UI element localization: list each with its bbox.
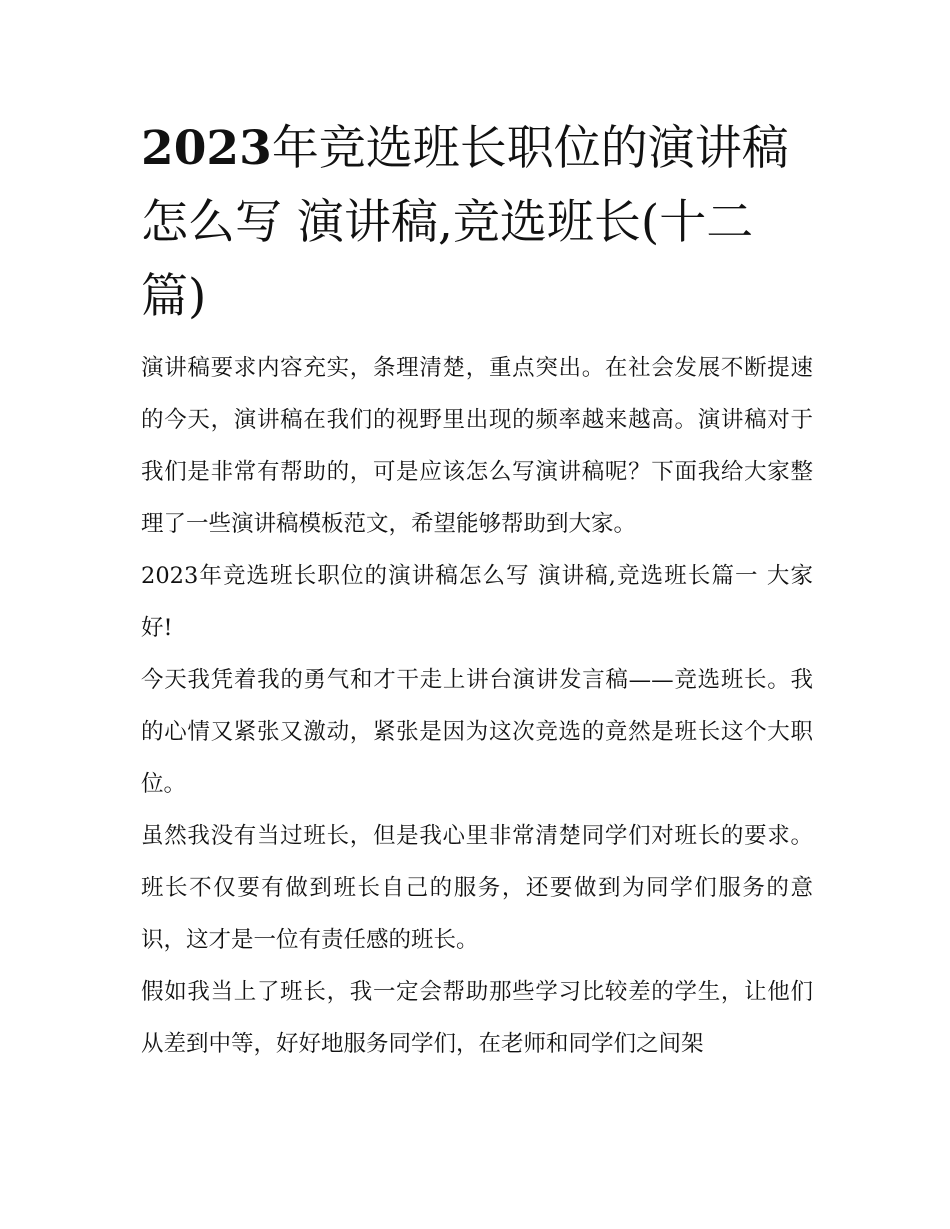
- paragraph-body: 虽然我没有当过班长，但是我心里非常清楚同学们对班长的要求。班长不仅要有做到班长自己的服务，还要做到为同学们服务的意识，这才是一位有责任感的班长。: [141, 823, 813, 953]
- paragraph-body: 假如我当上了班长，我一定会帮助那些学习比较差的学生，让他们从差到中等，好好地服务同学们，在老师和同学们之间架: [141, 979, 813, 1057]
- document-title: [141, 112, 813, 334]
- paragraph-section-heading: 2023年竞选班长职位的演讲稿怎么写 演讲稿,竞选班长篇一 大家好!: [141, 563, 813, 641]
- title-text: 年竞选班长职位的演讲稿怎么写 演讲稿,竞选班长(十二篇): [141, 121, 789, 324]
- title-year: 2023: [141, 121, 272, 176]
- paragraph-intro: 演讲稿要求内容充实，条理清楚，重点突出。在社会发展不断提速的今天，演讲稿在我们的视野里出现的频率越来越高。演讲稿对于我们是非常有帮助的，可是应该怎么写演讲稿呢？下面我给大家整理了一些演讲稿模板范文，希望能够帮助到大家。: [141, 355, 813, 537]
- paragraph-body: 今天我凭着我的勇气和才干走上讲台演讲发言稿——竞选班长。我的心情又紧张又激动，紧张是因为这次竞选的竟然是班长这个大职位。: [141, 667, 813, 797]
- document-body: [141, 112, 813, 1070]
